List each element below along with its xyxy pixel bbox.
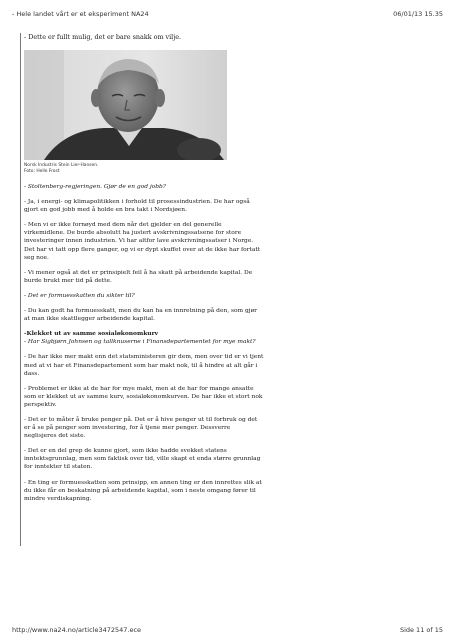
photo-caption — [24, 163, 264, 175]
photo-caption-text: Norsk Industris Stein Lier-Hansen. — [24, 163, 99, 169]
answer-paragraph: - Du kan godt ha formuesskatt, men du kan ha en innretning på den, som gjør at man ikke skattlegger arbeidende kapital. — [24, 308, 257, 323]
answer-paragraph: - De har ikke mer makt enn det statsministeren gir dem, men over tid er vi tjent med at vi har et Finansdepartement som har makt nok, til å hindre at alt går i dass. — [24, 354, 264, 377]
article-body — [20, 33, 264, 546]
subheading: -Klekket ut av samme sosialøkonomkurv — [24, 330, 159, 338]
question-paragraph: - Stoltenberg-regjeringen. Gjør de en god jobb? — [24, 184, 166, 190]
photo-credit: Foto: Helle Frost — [24, 169, 60, 175]
page-url: http://www.na24.no/article3472547.ece — [12, 626, 142, 634]
lead-paragraph: - Dette er fullt mulig, det er bare snakk om vilje. — [24, 33, 182, 41]
answer-paragraph: - Ja, i energi- og klimapolitikken i forhold til prosessindustrien. De har også gjort en god jobb med å holde en bra takt i Nordsjøen. — [24, 199, 250, 214]
answer-paragraph: - En ting er formuesskatten som prinsipp, en annen ting er den innrettes slik at du ikke får en beskatning på arbeidende kapital, som i neste omgang fører til mindre verdiskapning. — [24, 479, 262, 502]
answer-paragraph: - Men vi er ikke fornøyd med dem når det gjelder en del generelle virkemidlene. De burde absolutt ha justert avskrivningssatsene for store investeringer innen industrien. Vi har altfor lave avskrivningssatser i Norge. Det har vi tatt opp flere ganger, og vi er dypt skuffet over at de ikke har fortatt seg noe. — [24, 222, 261, 261]
question-paragraph: - Det er formuesskatten du sikter til? — [24, 292, 135, 299]
article-photo — [24, 50, 227, 160]
answer-paragraph: - Vi mener også at det er prinsipielt feil å ha skatt på arbeidende kapital. De burde brukt mer tid på dette. — [24, 269, 253, 284]
print-footer — [12, 626, 443, 634]
print-header — [12, 10, 443, 18]
page-number: Side 11 of 15 — [399, 626, 443, 634]
answer-paragraph: - Det er en del grep de kunne gjort, som ikke hadde svekket statens inntektsgrunnlag, men som faktisk over tid, ville skapt et enda større grunnlag for inntekter til staten. — [24, 448, 261, 471]
question-paragraph: - Har Sigbjørn Johnsen og tallknuserne i Finansdepartementet for mye makt? — [24, 339, 256, 346]
print-datetime: 06/01/13 15.35 — [393, 10, 443, 18]
answer-paragraph: - Problemet er ikke at de har for mye makt, men at de har for mange ansatte som er klekket ut av samme kurv, sosialøkonomkurven. De har ikke et stort nok perspektiv. — [24, 385, 263, 408]
answer-paragraph: - Det er to måter å bruke penger på. Det er å hive penger ut til forbruk og det er å se på penger som investering, for å tjene mer penger. Dessverre neglisjeres det siste. — [24, 416, 258, 440]
page-title: - Hele landet vårt er et eksperiment NA24 — [12, 10, 149, 18]
